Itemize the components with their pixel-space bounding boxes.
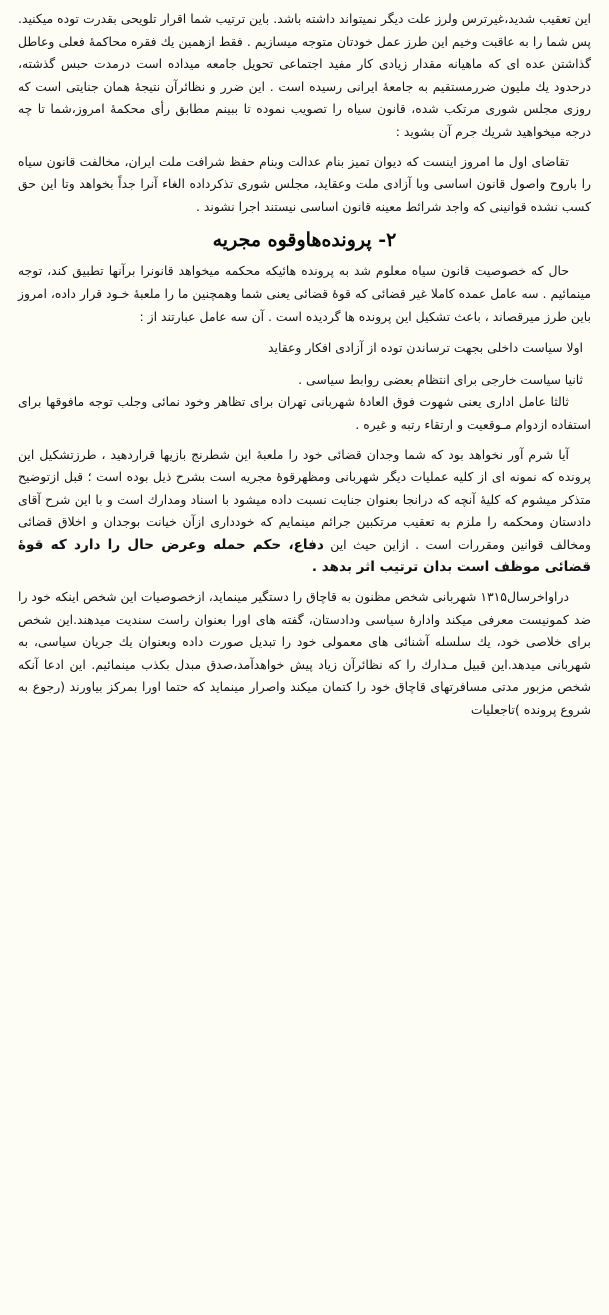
paragraph-case-history: دراواخرسال۱۳۱۵ شهربانی شخص مظنون به قاچاق را دستگیر مینماید، ازخصوصیات این شخص اینکه خود را ضد کمونیست معرفی میکند وادارهٔ سیاسی ودادستان، گفته های اورا بعنوان راست سندیت میدهند.این شخص برای خلاصی خود، یك سلسله آشنائی های معمولی خود را تبدیل صورت داده وبعنوان یك جریان سیاسی، به شهربانی میدهد.این قبیل مـدارك را که نظائرآن زیاد پیش خواهدآمد،صدق مبدل بکذب مینمائیم. این ادعا آنکه شخص مزبور مدتی مسافرتهای قاچاق خود را کتمان میکند واصرار مینماید که حتما اورا بمرکز بیاورند (رجوع به شروع پرونده )تاجعلیات (18, 589, 591, 718)
paragraph-shame (18, 444, 591, 580)
paragraph-intro: این تعقیب شدید،غیرترس ولرز علت دیگر نمیتواند داشته باشد. باین ترتیب شما اقرار تلویحی بقدرت توده میکنید. پس شما را به عاقبت وخیم این طرز عمل خودتان متوجه میسازیم . فقط ازهمین یك فقره محاکمهٔ فعلی وعاطل گذاشتن عده ای که ماهیانه مقدار زیادی کار مفید اجتماعی تحویل جامعه میداده است درمدت حبس گذشته، درحدود یك ملیون ضررمستقیم به جامعهٔ ایرانی رسیده است . این ضرر و نظائرآن نتیجهٔ همان جنایتی است که روزی مجلس شوری مرتکب شده، قانون سیاه را تصویب نموده تا ببینم مطابق رأی محکمهٔ امروز،شما تا چه درجه میخواهید شریك جرم آن بشوید : (18, 11, 591, 139)
section-heading: ۲- پرونده‌هاوقوه مجریه (212, 229, 397, 252)
paragraph-request: تقاضای اول ما امروز اینست که دیوان تمیز بنام عدالت وبنام حفظ شرافت ملت ایران، مخالفت قانون سیاه را باروح واصول قانون اساسی وبا آزادی ملت وعقاید، مجلس شوری تذکرداده الغاء آنرا جداً بخواهد وتا این حق کسب نشده قوانینی که واجد شرائط معینه قانون اساسی نیستند اجرا نشوند . (18, 153, 591, 214)
list-item-first: اولا سیاست داخلی بجهت ترساندن توده از آزادی افکار وعقاید (268, 340, 583, 356)
list-item-second: ثانیا سیاست خارجی برای انتظام بعضی روابط سیاسی . (298, 371, 583, 387)
paragraph-shame-text: آیا شرم آور نخواهد بود که شما وجدان قضائی خود را ملعبهٔ این شطرنج بازیها قراردهید ، طرزتشکیل این پرونده که نمونه ای از کلیه عملیات دیگر شهربانی ومظهرقوهٔ مجریه است بشرح ذیل بوده است ؛ قبل ازتوضیح متذکر میشوم که کلیهٔ آنچه که درانجا بعنوان جنایت نسبت داده میشود با اسناد ومدارك است و با این شرح آقای دادستان ومحکمه را ملزم به تعقیب مرتکبین جرائم مینمایم که خودداری ازآن خیانت بوجدان و اخلاق قضائی ومخالف قوانین ومقررات است . ازاین حیث این (18, 446, 591, 552)
paragraph-three-factors: حال که خصوصیت قانون سیاه معلوم شد به پرونده هائیکه محکمه میخواهد قانونرا برآنها تطبیق کند، توجه مینمائیم . سه عامل عمده کاملا غیر قضائی که قوهٔ قضائی یعنی شما وهمچنین ما را ملعبهٔ خـود قرار داده، امروز باین طرز میرقصاند ، باعث تشکیل این پرونده ها گردیده است . آن سه عامل عبارتند از : (18, 263, 591, 324)
list-item-third: ثالثا عامل اداری یعنی شهوت فوق العادهٔ شهربانی تهران برای تظاهر وخود نمائی وجلب توجه مافوقها برای استفاده ازدوام مـوقعیت و ارتقاء رتبه و غیره . (18, 394, 591, 432)
paragraph-shame-emphasis: دفاع، حکم حمله وعرض حال را دارد که قوهٔ قضائی موظف است بدان ترتیب اثر بدهد . (18, 536, 591, 576)
